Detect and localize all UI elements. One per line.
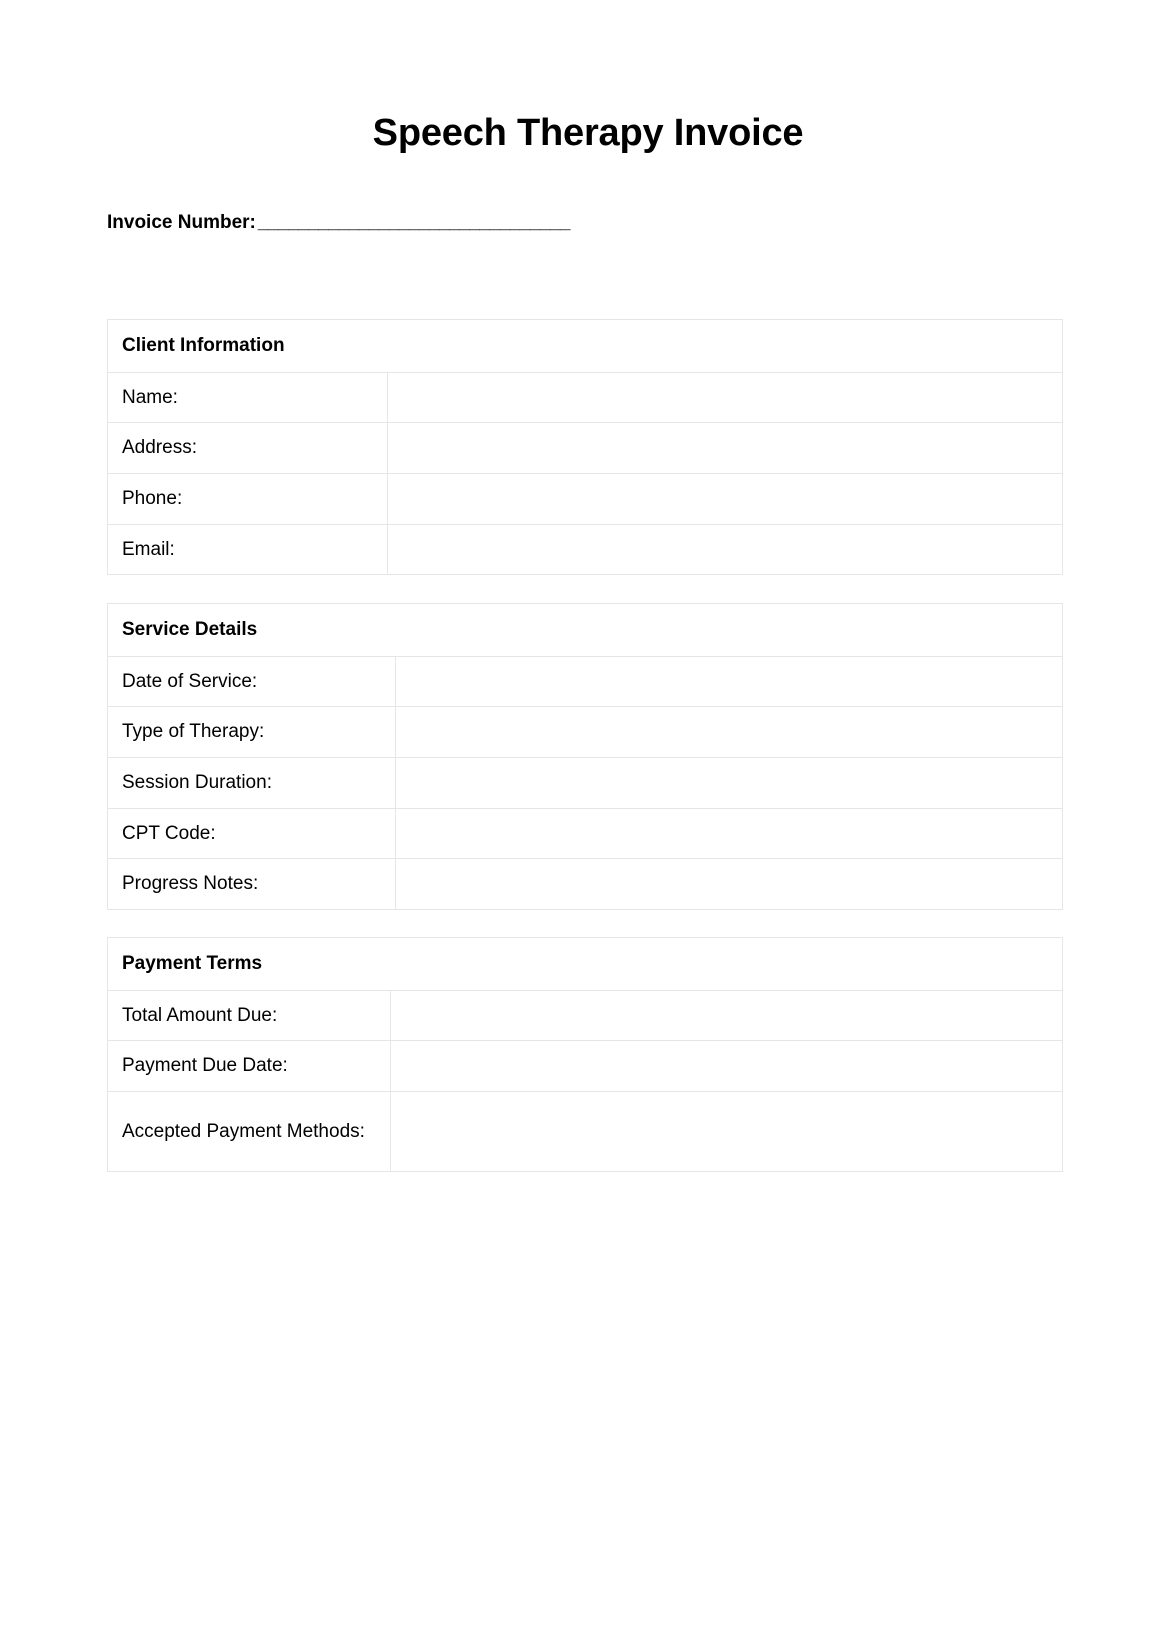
table-row <box>108 707 1063 758</box>
section-header-client-information: Client Information <box>108 320 1063 373</box>
field-label-name: Name: <box>108 372 388 423</box>
table-row <box>108 423 1063 474</box>
section-header-payment-terms: Payment Terms <box>108 938 1063 991</box>
table-row <box>108 372 1063 423</box>
table-header-row <box>108 604 1063 657</box>
field-label-cpt-code: CPT Code: <box>108 808 396 859</box>
field-label-total-amount-due: Total Amount Due: <box>108 990 391 1041</box>
invoice-number-field <box>107 211 570 236</box>
field-value-address[interactable] <box>388 423 1063 474</box>
field-label-phone: Phone: <box>108 473 388 524</box>
field-label-email: Email: <box>108 524 388 575</box>
table-row <box>108 1091 1063 1171</box>
field-value-date-of-service[interactable] <box>396 656 1063 707</box>
field-label-address: Address: <box>108 423 388 474</box>
field-value-name[interactable] <box>388 372 1063 423</box>
table-header-row <box>108 938 1063 991</box>
field-value-progress-notes[interactable] <box>396 859 1063 910</box>
table-row <box>108 757 1063 808</box>
table-row <box>108 656 1063 707</box>
invoice-number-blank-line[interactable]: _______________________________ <box>257 212 570 233</box>
invoice-number-label: Invoice Number: <box>107 212 256 233</box>
table-row <box>108 1041 1063 1092</box>
field-value-email[interactable] <box>388 524 1063 575</box>
section-header-service-details: Service Details <box>108 604 1063 657</box>
field-value-total-amount-due[interactable] <box>391 990 1063 1041</box>
field-value-session-duration[interactable] <box>396 757 1063 808</box>
table-row <box>108 859 1063 910</box>
service-details-table <box>107 603 1063 910</box>
field-value-cpt-code[interactable] <box>396 808 1063 859</box>
field-label-progress-notes: Progress Notes: <box>108 859 396 910</box>
payment-terms-table <box>107 937 1063 1172</box>
field-value-accepted-payment-methods[interactable] <box>391 1091 1063 1171</box>
table-header-row <box>108 320 1063 373</box>
table-row <box>108 990 1063 1041</box>
field-label-accepted-payment-methods: Accepted Payment Methods: <box>108 1091 391 1171</box>
table-row <box>108 808 1063 859</box>
client-information-table <box>107 319 1063 575</box>
table-row <box>108 473 1063 524</box>
field-value-phone[interactable] <box>388 473 1063 524</box>
field-label-date-of-service: Date of Service: <box>108 656 396 707</box>
field-label-type-of-therapy: Type of Therapy: <box>108 707 396 758</box>
field-value-type-of-therapy[interactable] <box>396 707 1063 758</box>
page-title: Speech Therapy Invoice <box>372 112 804 155</box>
field-value-payment-due-date[interactable] <box>391 1041 1063 1092</box>
table-row <box>108 524 1063 575</box>
field-label-session-duration: Session Duration: <box>108 757 396 808</box>
field-label-payment-due-date: Payment Due Date: <box>108 1041 391 1092</box>
